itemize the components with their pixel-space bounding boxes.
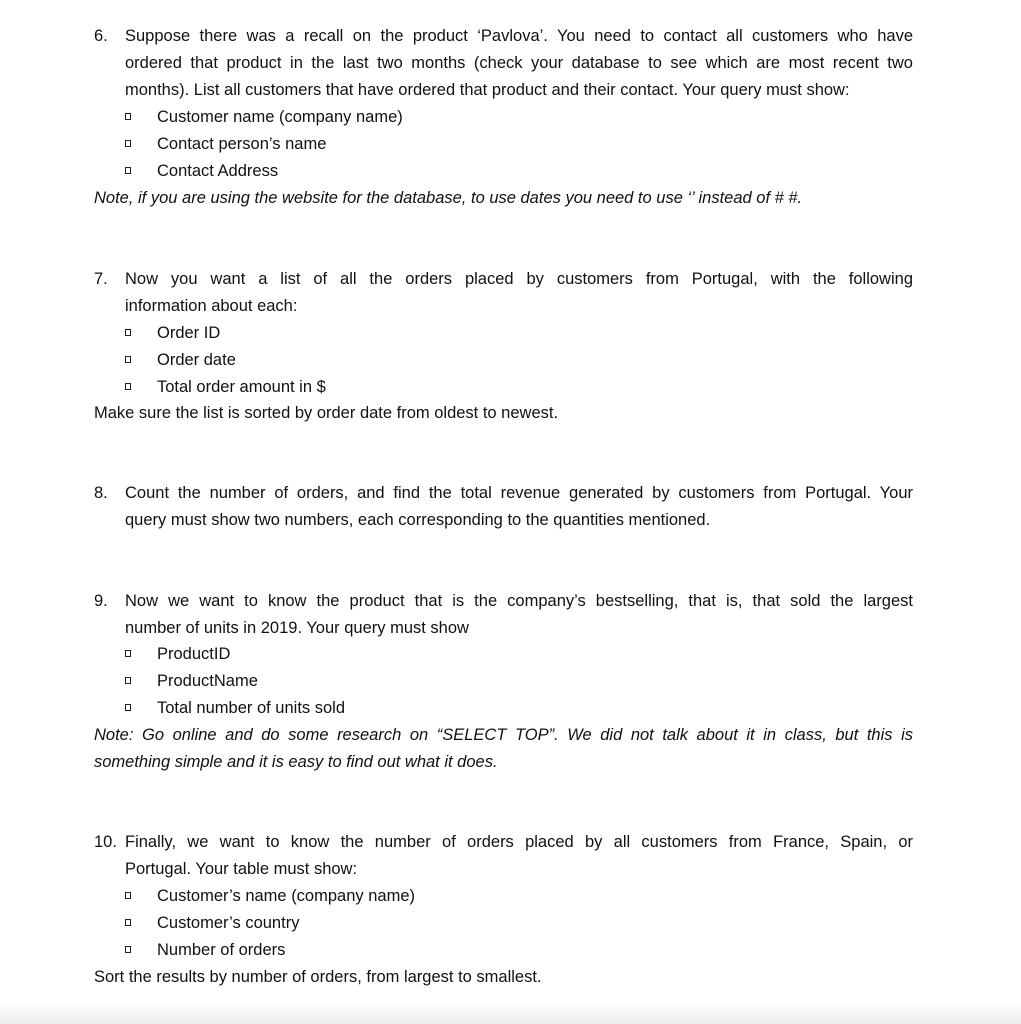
list-item-text: Number of orders bbox=[157, 941, 286, 959]
question-text-line: Count the number of orders, and find the total revenue generated by customers from Portugal. Your bbox=[125, 484, 913, 502]
question-number: 7. bbox=[94, 270, 108, 288]
square-bullet-icon bbox=[125, 113, 131, 120]
question-text-line: months). List all customers that have ordered that product and their contact. Your query must show: bbox=[125, 81, 850, 99]
list-item-text: Contact Address bbox=[157, 162, 279, 180]
question-text-line: number of units in 2019. Your query must show bbox=[125, 619, 469, 637]
question-number: 8. bbox=[94, 484, 108, 502]
question-text-line: information about each: bbox=[125, 297, 298, 315]
square-bullet-icon bbox=[125, 140, 131, 147]
question-note: something simple and it is easy to find out what it does. bbox=[94, 753, 498, 771]
list-item-text: Contact person’s name bbox=[157, 135, 327, 153]
question-note: Note: Go online and do some research on “SELECT TOP”. We did not talk about it in class, but this is bbox=[94, 726, 913, 744]
square-bullet-icon bbox=[125, 892, 131, 899]
square-bullet-icon bbox=[125, 919, 131, 926]
square-bullet-icon bbox=[125, 677, 131, 684]
list-item-text: Customer name (company name) bbox=[157, 108, 403, 126]
square-bullet-icon bbox=[125, 650, 131, 657]
square-bullet-icon bbox=[125, 356, 131, 363]
square-bullet-icon bbox=[125, 704, 131, 711]
list-item-text: ProductName bbox=[157, 672, 258, 690]
question-number: 9. bbox=[94, 592, 108, 610]
question-text-line: Now we want to know the product that is the company’s bestselling, that is, that sold the largest bbox=[125, 592, 913, 610]
question-note: Note, if you are using the website for the database, to use dates you need to use ‘’ instead of # #. bbox=[94, 189, 803, 207]
square-bullet-icon bbox=[125, 383, 131, 390]
square-bullet-icon bbox=[125, 167, 131, 174]
question-number: 10. bbox=[94, 833, 117, 851]
question-text-line: Now you want a list of all the orders placed by customers from Portugal, with the following bbox=[125, 270, 913, 288]
list-item-text: Order ID bbox=[157, 324, 221, 342]
list-item-text: Customer’s country bbox=[157, 914, 300, 932]
question-text-line: Portugal. Your table must show: bbox=[125, 860, 358, 878]
question-note: Sort the results by number of orders, from largest to smallest. bbox=[94, 968, 542, 986]
question-text-line: query must show two numbers, each corresponding to the quantities mentioned. bbox=[125, 511, 711, 529]
list-item-text: Total number of units sold bbox=[157, 699, 346, 717]
square-bullet-icon bbox=[125, 946, 131, 953]
question-text-line: ordered that product in the last two months (check your database to see which are most recent two bbox=[125, 54, 913, 72]
page-bottom-shadow bbox=[0, 1002, 1021, 1024]
question-text-line: Finally, we want to know the number of orders placed by all customers from France, Spain, or bbox=[125, 833, 913, 851]
list-item-text: ProductID bbox=[157, 645, 231, 663]
list-item-text: Order date bbox=[157, 351, 236, 369]
question-note: Make sure the list is sorted by order date from oldest to newest. bbox=[94, 404, 559, 422]
question-number: 6. bbox=[94, 27, 108, 45]
list-item-text: Customer’s name (company name) bbox=[157, 887, 415, 905]
square-bullet-icon bbox=[125, 329, 131, 336]
question-text-line: Suppose there was a recall on the product ‘Pavlova’. You need to contact all customers who have bbox=[125, 27, 913, 45]
list-item-text: Total order amount in $ bbox=[157, 378, 326, 396]
